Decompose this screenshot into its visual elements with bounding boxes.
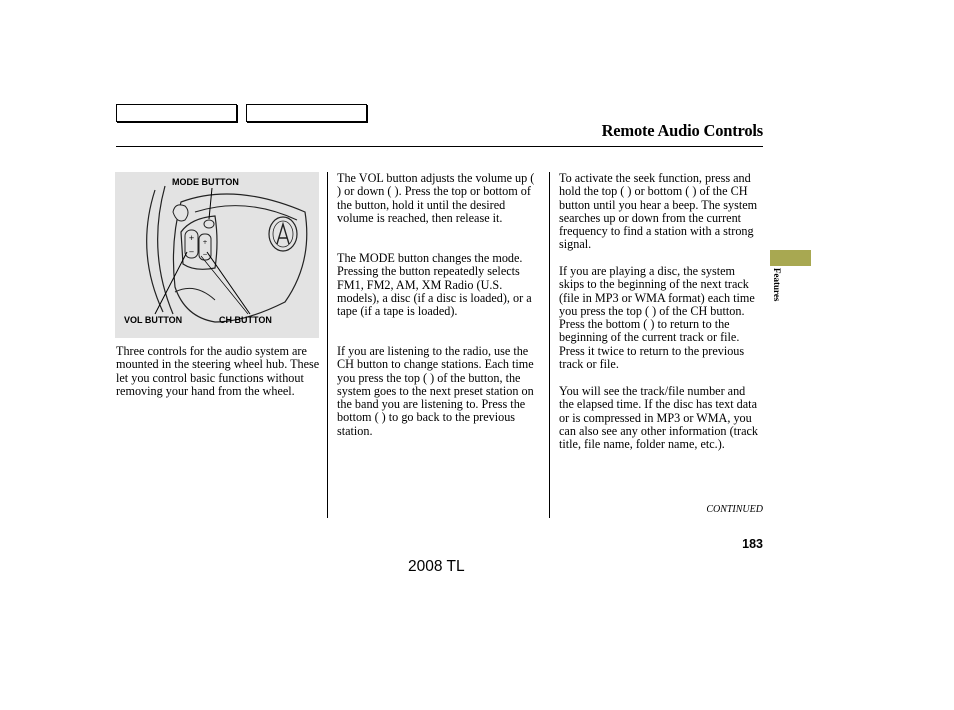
ch-radio-paragraph: If you are listening to the radio, use the CH button to change stations. Each time you press the top ( ) of the button, the system goes to the next preset station on the band you are listening to. Press the bottom ( ) to go back to the previous station. bbox=[337, 344, 534, 438]
continued-label: CONTINUED bbox=[706, 504, 763, 515]
disc-paragraph: If you are playing a disc, the system skips to the beginning of the next track (file in MP3 or WMA format) each time you press the top ( ) of the CH button. Press the bottom ( ) to return to the beginning of the current track or file. Press it twice to return to the previous track or file. bbox=[559, 264, 755, 372]
model-footer: 2008 TL bbox=[408, 558, 465, 575]
section-tab-label: Features bbox=[772, 268, 782, 302]
mode-paragraph: The MODE button changes the mode. Pressing the button repeatedly selects FM1, FM2, AM, XM Radio (U.S. models), a disc (if a disc is loaded), or a tape (if a tape is loaded). bbox=[337, 251, 532, 319]
svg-text:+: + bbox=[188, 234, 195, 242]
svg-text:+: + bbox=[202, 239, 208, 246]
section-tab[interactable] bbox=[770, 250, 811, 266]
steering-wheel-figure bbox=[115, 172, 319, 338]
vol-button-label: VOL BUTTON bbox=[124, 315, 183, 325]
acura-logo-icon bbox=[269, 217, 297, 251]
track-info-paragraph: You will see the track/file number and the elapsed time. If the disc has text data or is compressed in MP3 or WMA, you can also see any other information (track title, file name, folder name, etc.). bbox=[559, 384, 758, 452]
page-title: Remote Audio Controls bbox=[601, 121, 763, 140]
nav-button-1[interactable] bbox=[116, 104, 237, 122]
ch-button-label: CH BUTTON bbox=[219, 315, 272, 325]
seek-paragraph: To activate the seek function, press and hold the top ( ) or bottom ( ) of the CH button until you hear a beep. The system searches up or down from the current frequency to find a station with a strong signal. bbox=[559, 171, 758, 252]
steering-wheel-illustration bbox=[115, 172, 319, 338]
vol-paragraph: The VOL button adjusts the volume up ( ) or down ( ). Press the top or bottom of the button, hold it until the desired volume is reached, then release it. bbox=[337, 171, 535, 225]
column-divider-2 bbox=[549, 172, 550, 518]
intro-paragraph: Three controls for the audio system are mounted in the steering wheel hub. These let you control basic functions without removing your hand from the wheel. bbox=[116, 344, 320, 398]
svg-text:−: − bbox=[202, 251, 208, 258]
svg-text:−: − bbox=[188, 248, 195, 256]
column-divider-1 bbox=[327, 172, 328, 518]
page-number: 183 bbox=[742, 537, 763, 551]
mode-button-label: MODE BUTTON bbox=[172, 177, 239, 187]
nav-button-2[interactable] bbox=[246, 104, 367, 122]
title-rule bbox=[116, 146, 763, 147]
